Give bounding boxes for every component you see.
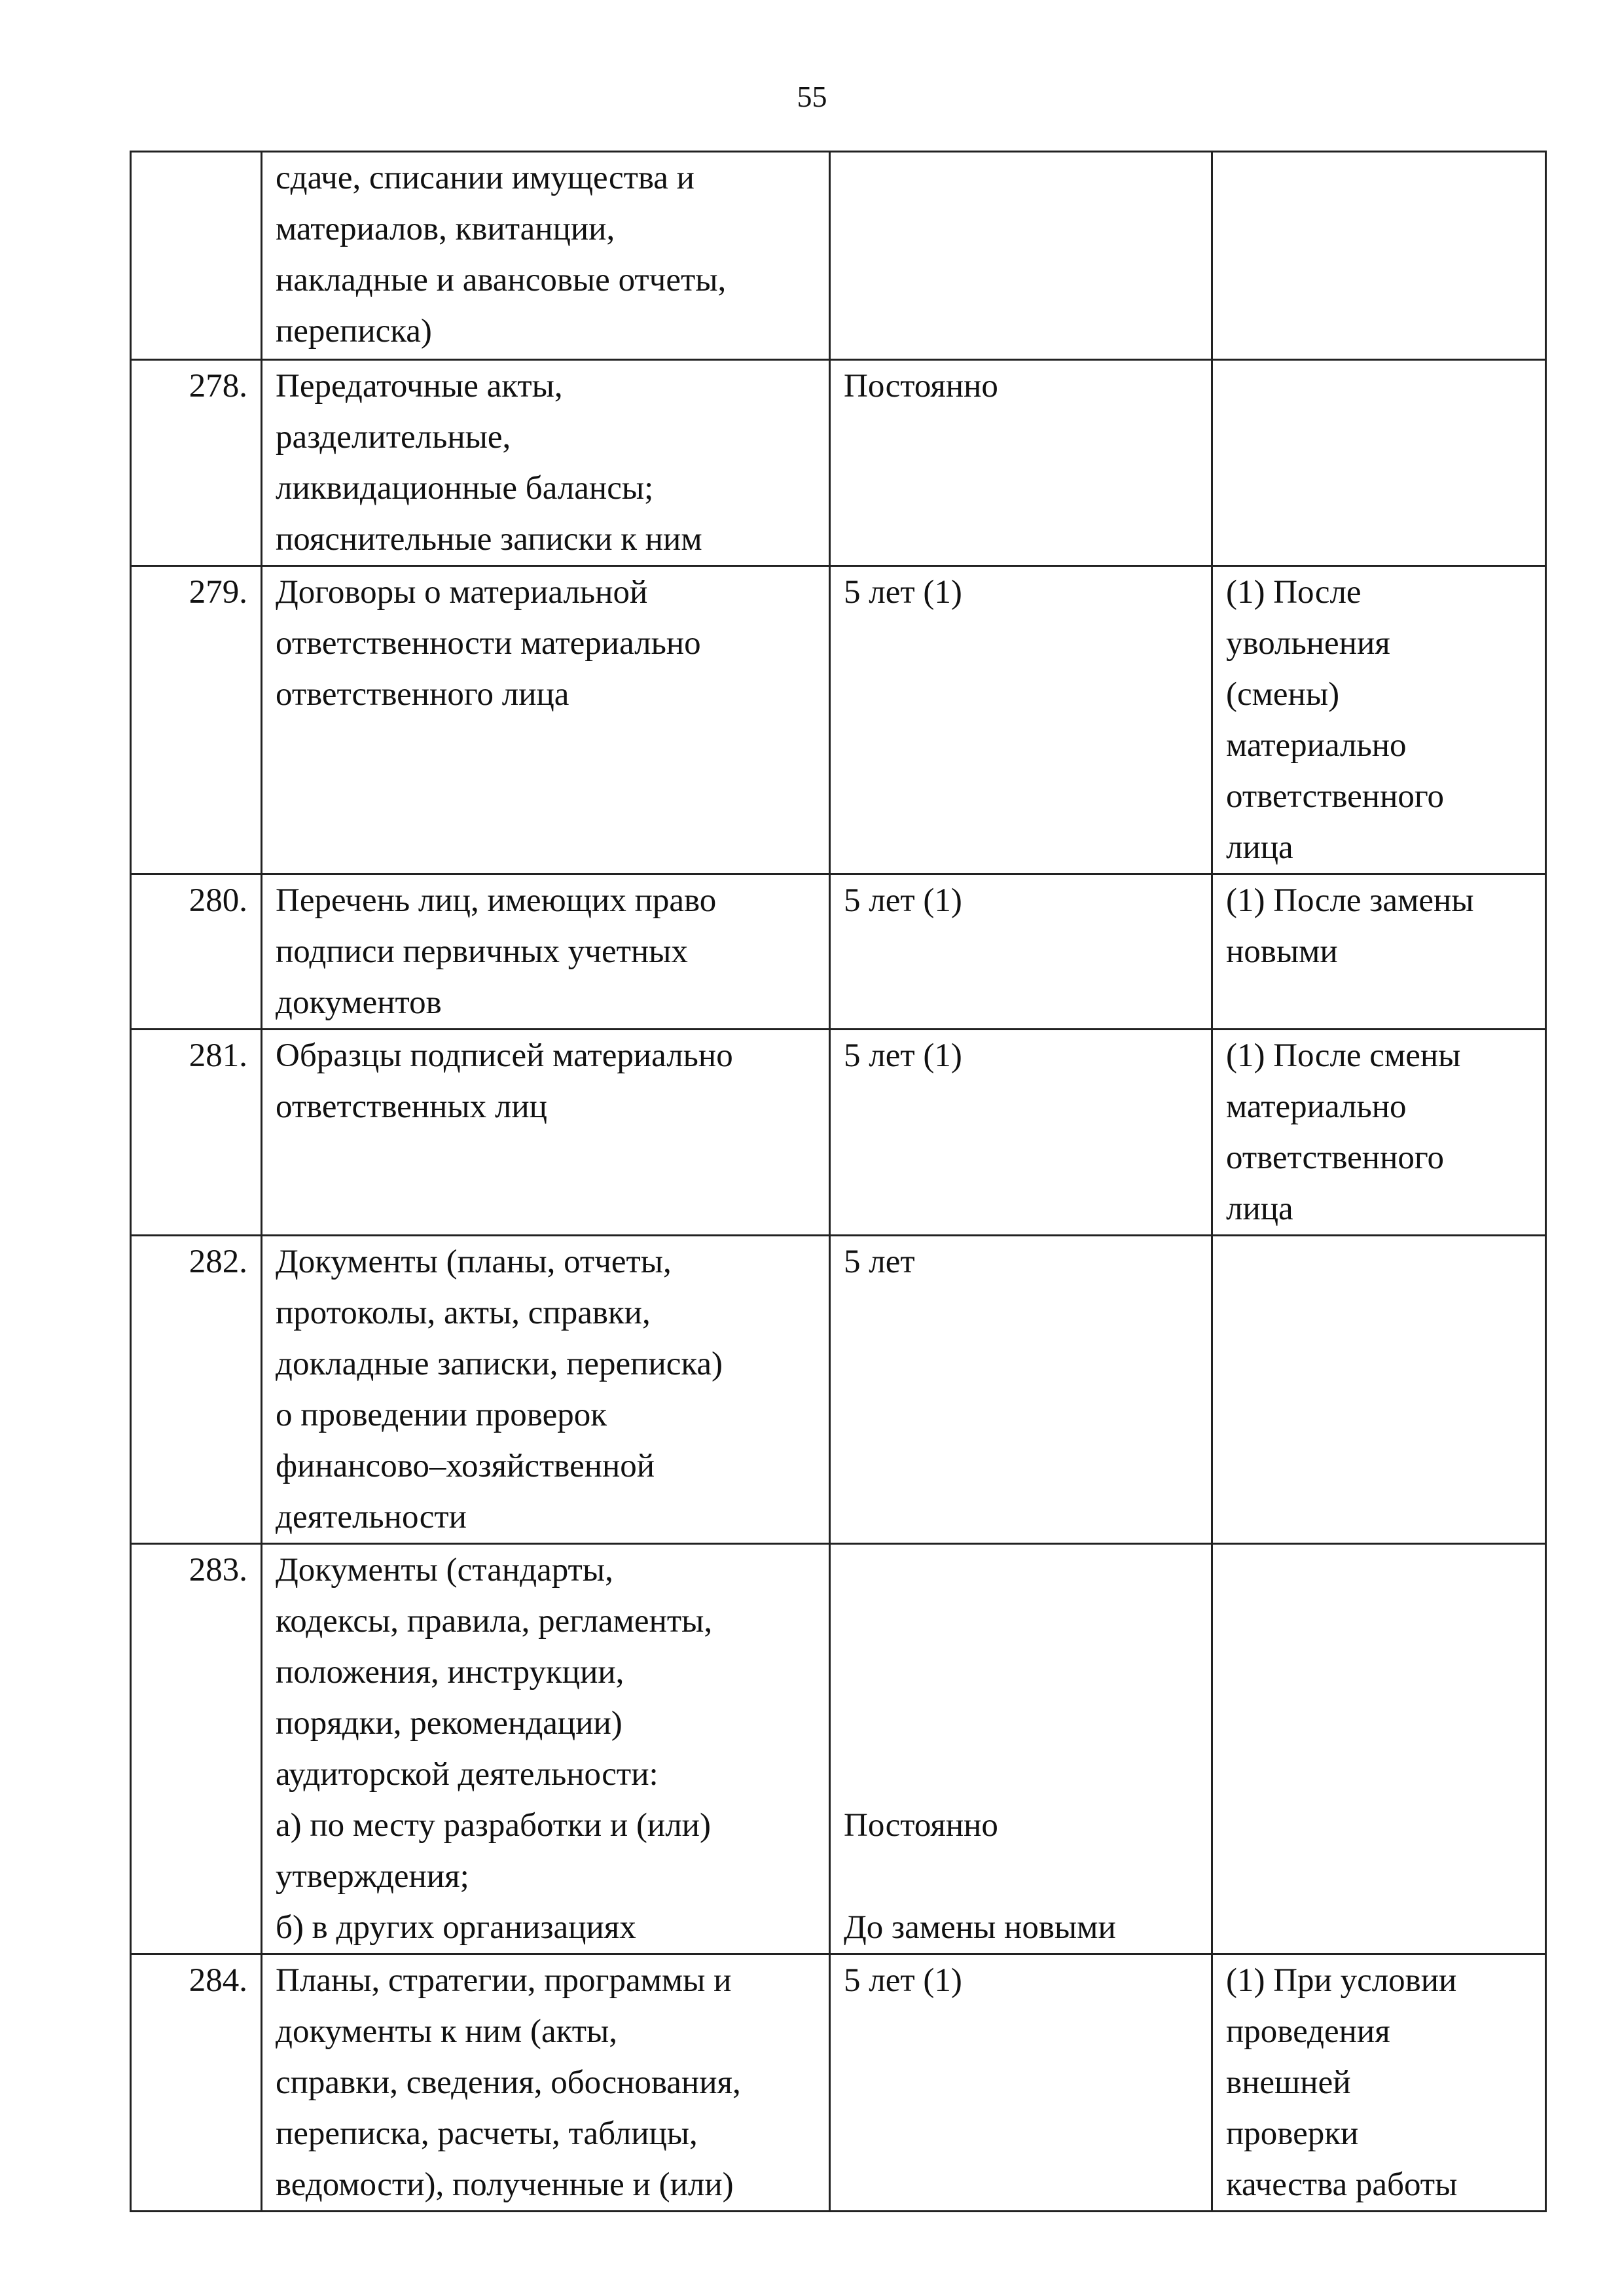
retention-term: 5 лет [830, 1236, 1212, 1544]
document-title: Договоры о материальной ответственности материально ответственного лица [262, 566, 830, 874]
document-title: сдаче, списании имущества и материалов, квитанции, накладные и авансовые отчеты, переписка) [262, 152, 830, 360]
row-number: 284. [131, 1954, 262, 2212]
row-number: 283. [131, 1544, 262, 1954]
document-title: Передаточные акты, разделительные, ликвидационные балансы; пояснительные записки к ним [262, 360, 830, 566]
table-row [131, 566, 1546, 874]
row-number: 278. [131, 360, 262, 566]
page-number: 55 [797, 80, 827, 113]
row-number: 279. [131, 566, 262, 874]
row-number: 281. [131, 1030, 262, 1236]
row-number: 280. [131, 874, 262, 1030]
retention-note [1212, 152, 1546, 360]
document-title: Документы (стандарты, кодексы, правила, регламенты, положения, инструкции, порядки, рекомендации) аудиторской деятельности: а) по месту разработки и (или) утверждения; б) в других организациях [262, 1544, 830, 1954]
row-number: 282. [131, 1236, 262, 1544]
retention-note [1212, 1236, 1546, 1544]
retention-term: 5 лет (1) [830, 1030, 1212, 1236]
table-row [131, 1544, 1546, 1954]
retention-note: (1) После увольнения (смены) материально ответственного лица [1212, 566, 1546, 874]
retention-note: (1) При условии проведения внешней проверки качества работы [1212, 1954, 1546, 2212]
retention-note [1212, 1544, 1546, 1954]
document-title: Перечень лиц, имеющих право подписи первичных учетных документов [262, 874, 830, 1030]
retention-term: 5 лет (1) [830, 1954, 1212, 2212]
retention-term: 5 лет (1) [830, 874, 1212, 1030]
table-row [131, 874, 1546, 1030]
retention-note: (1) После смены материально ответственного лица [1212, 1030, 1546, 1236]
table-row [131, 1954, 1546, 2212]
retention-table [130, 151, 1547, 2212]
document-title: Документы (планы, отчеты, протоколы, акты, справки, докладные записки, переписка) о проведении проверок финансово–хозяйственной деятельности [262, 1236, 830, 1544]
retention-term: Постоянно [830, 360, 1212, 566]
retention-note [1212, 360, 1546, 566]
table-row [131, 1030, 1546, 1236]
retention-term [830, 152, 1212, 360]
document-title: Образцы подписей материально ответственных лиц [262, 1030, 830, 1236]
table-row [131, 1236, 1546, 1544]
retention-term: 5 лет (1) [830, 566, 1212, 874]
retention-term: Постоянно До замены новыми [830, 1544, 1212, 1954]
table-row [131, 360, 1546, 566]
retention-note: (1) После замены новыми [1212, 874, 1546, 1030]
document-title: Планы, стратегии, программы и документы к ним (акты, справки, сведения, обоснования, переписка, расчеты, таблицы, ведомости), полученные и (или) [262, 1954, 830, 2212]
row-number [131, 152, 262, 360]
table-row [131, 152, 1546, 360]
